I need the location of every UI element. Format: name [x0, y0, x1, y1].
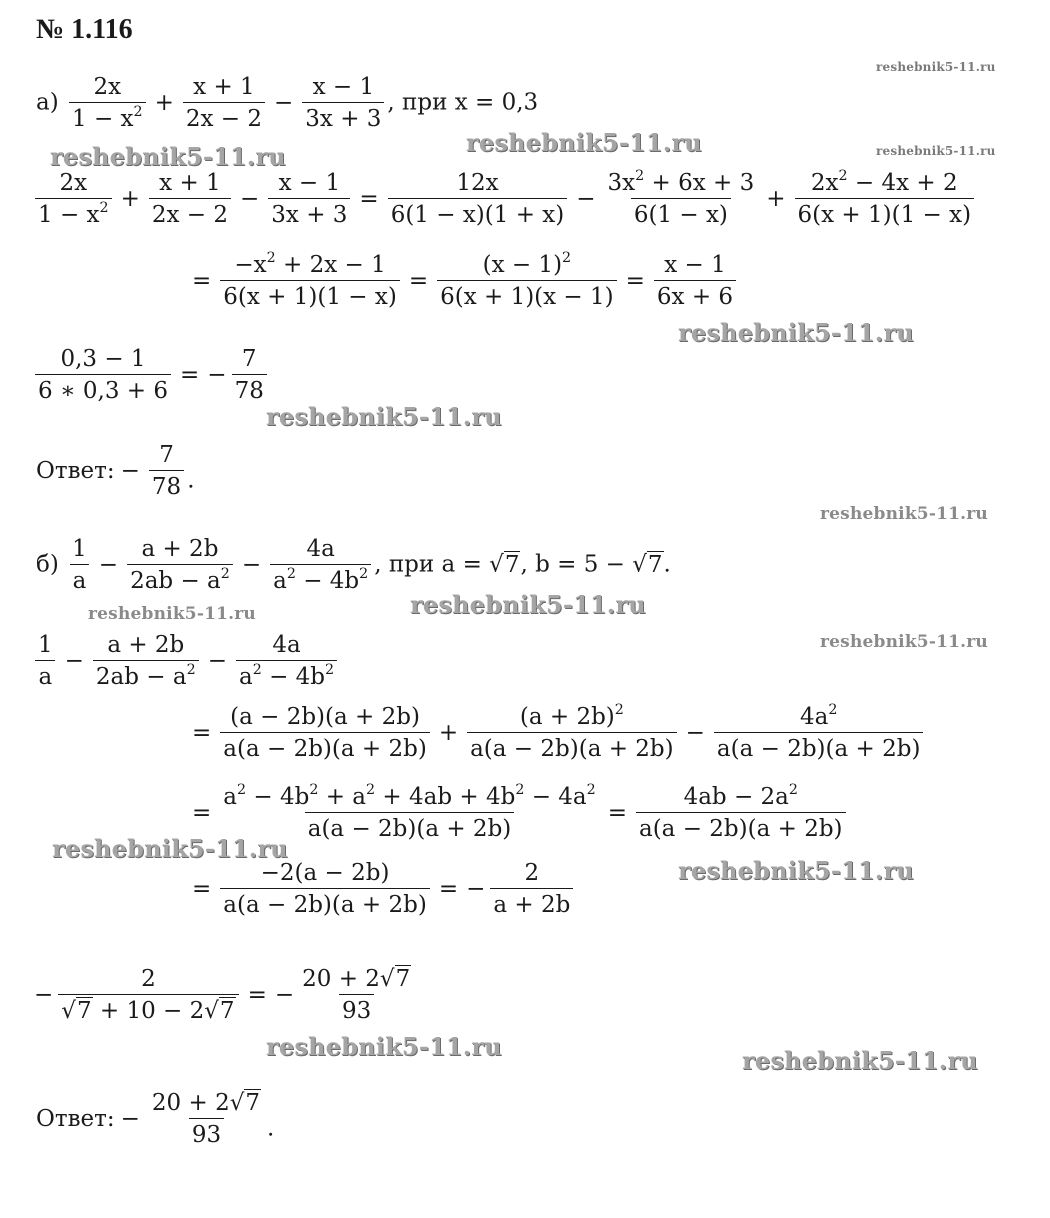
answer-label: Ответ: — [36, 458, 115, 484]
watermark: reshebnik5-11.ru — [678, 856, 914, 885]
watermark: reshebnik5-11.ru — [820, 504, 988, 524]
part-a-step-1: $\frac{2x}{1 - x^2}$ + $\frac{x + 1}{2x - 2}$ − $\frac{x - 1}{3x + 3}$ = $\frac{12x}{6(1 - x)(1 + x)}$ − $\frac{3x^2 + 6x + 3}{6(1 - x)}$ + $\frac{2x^2 - 4x + 2}{6(x + 1)(1 - x)}$ — [32, 172, 977, 227]
part-b-condition: , при a = √7, b = 5 − √7. — [374, 551, 671, 578]
part-a-condition: , при x = 0,3 — [387, 89, 539, 116]
part-a-calculation: $\frac{0,3 - 1}{6 ∗ 0,3 + 6}$ = − $\frac{7}{78}$ — [32, 348, 270, 403]
watermark: reshebnik5-11.ru — [876, 144, 996, 158]
part-b-task: б) $\frac{1}{a}$ − $\frac{a + 2b}{2ab - a^2}$ − $\frac{4a}{a^2 - 4b^2}$ , при a = √7, b = 5 − √7. — [36, 536, 671, 594]
watermark: reshebnik5-11.ru — [466, 128, 702, 157]
part-b-step-1: $\frac{1}{a}$ − $\frac{a + 2b}{2ab - a^2}$ − $\frac{4a}{a^2 - 4b^2}$ — [32, 634, 340, 689]
part-b-calculation: − $\frac{2}{√7 + 10 - 2√7}$ = − $\frac{20 + 2√7}{93}$ — [34, 966, 411, 1024]
fraction: $\frac{2x}{1 - x^2}$ — [69, 76, 146, 131]
answer-label: Ответ: — [36, 1106, 115, 1132]
watermark: reshebnik5-11.ru — [410, 590, 646, 619]
part-a-label: а) — [36, 89, 59, 116]
part-b-step-4: = $\frac{-2(a - 2b)}{a(a - 2b)(a + 2b)}$ = − $\frac{2}{a + 2b}$ — [186, 862, 576, 917]
fraction: $\frac{x - 1}{3x + 3}$ — [302, 76, 384, 131]
watermark: reshebnik5-11.ru — [742, 1046, 978, 1075]
watermark: reshebnik5-11.ru — [50, 142, 286, 171]
part-b-step-2: = $\frac{(a - 2b)(a + 2b)}{a(a - 2b)(a + 2b)}$ + $\frac{(a + 2b)^2}{a(a - 2b)(a + 2b)}$ − $\frac{4a^2}{a(a - 2b)(a + 2b)}$ — [186, 706, 926, 761]
watermark: reshebnik5-11.ru — [266, 402, 502, 431]
part-b-label: б) — [36, 551, 59, 578]
part-a-task: а) $\frac{2x}{1 - x^2}$ + $\frac{x + 1}{2x - 2}$ − $\frac{x - 1}{3x + 3}$ , при x = 0,3 — [36, 74, 539, 132]
fraction: $\frac{x + 1}{2x - 2}$ — [183, 76, 265, 131]
part-b-step-3: = $\frac{a^2 - 4b^2 + a^2 + 4ab + 4b^2 - 4a^2}{a(a - 2b)(a + 2b)}$ = $\frac{4ab - 2a^2}{a(a - 2b)(a + 2b)}$ — [186, 786, 849, 841]
watermark: reshebnik5-11.ru — [266, 1032, 502, 1061]
problem-title: № 1.116 — [36, 14, 133, 45]
watermark: reshebnik5-11.ru — [52, 834, 288, 863]
watermark: reshebnik5-11.ru — [876, 60, 996, 74]
watermark: reshebnik5-11.ru — [678, 318, 914, 347]
watermark: reshebnik5-11.ru — [88, 604, 256, 624]
part-b-answer: Ответ: − $\frac{20 + 2√7}{93}$ . — [36, 1090, 275, 1148]
part-a-answer: Ответ: − $\frac{7}{78}$ . — [36, 442, 195, 500]
part-a-step-2: = $\frac{-x^2 + 2x - 1}{6(x + 1)(1 - x)}$ = $\frac{(x - 1)^2}{6(x + 1)(x - 1)}$ = $\frac{x - 1}{6x + 6}$ — [186, 254, 739, 309]
watermark: reshebnik5-11.ru — [820, 632, 988, 652]
